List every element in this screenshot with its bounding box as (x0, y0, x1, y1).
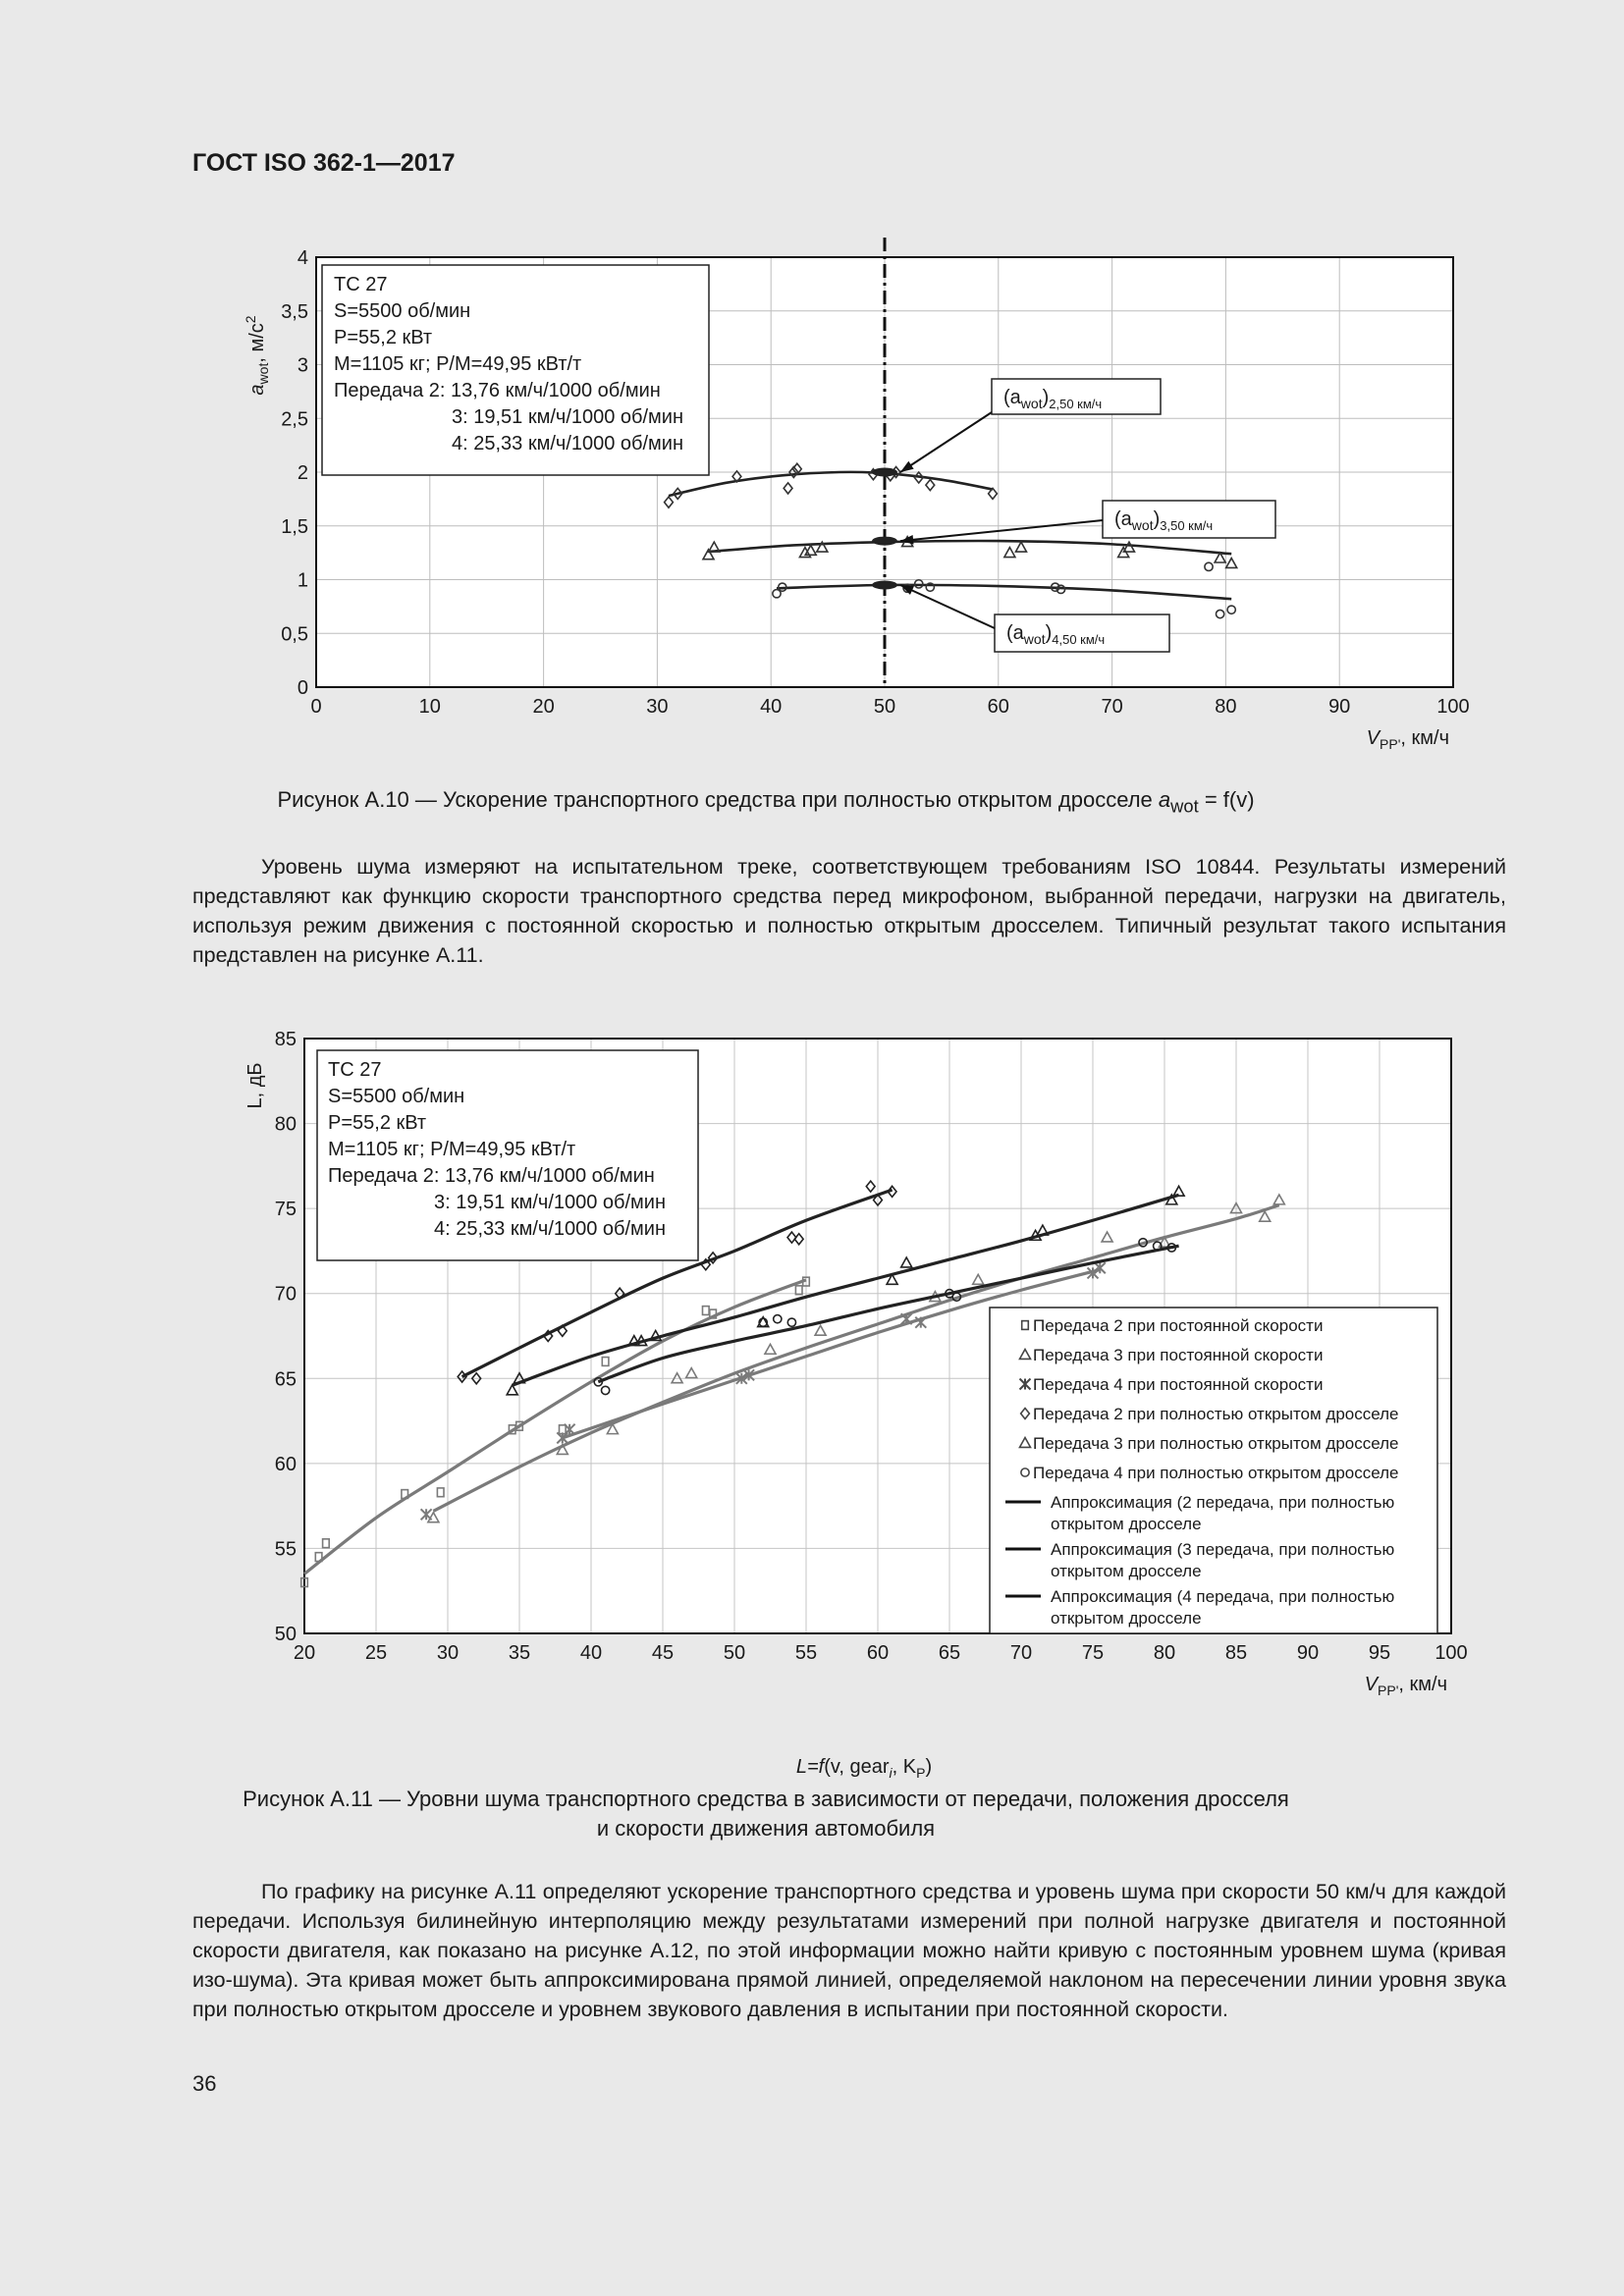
y-tick-label: 1,5 (281, 515, 308, 538)
x-tick-label: 60 (866, 1642, 890, 1664)
y-tick-label: 60 (274, 1453, 297, 1475)
y-tick-label: 65 (274, 1368, 297, 1391)
figure-a10-caption-text: Рисунок А.10 — Ускорение транспортного средства при полностью открытом дросселе (277, 787, 1153, 812)
info-box-line: Передача 2: 13,76 км/ч/1000 об/мин (334, 380, 661, 401)
legend-entry (1021, 1464, 1399, 1482)
x-tick-label: 50 (723, 1642, 746, 1664)
x-tick-label: 80 (1215, 696, 1237, 718)
x-tick-label: 50 (873, 696, 896, 718)
callout-sub2: 3,50 км/ч (1160, 518, 1214, 533)
x-tick-label: 40 (579, 1642, 603, 1664)
formula-sub: i (889, 1765, 893, 1781)
x-axis-label-var: V (1366, 727, 1380, 749)
info-box-line: M=1105 кг; P/M=49,95 кВт/т (334, 353, 582, 375)
callout-sub2: 2,50 км/ч (1049, 397, 1103, 411)
info-box-line: P=55,2 кВт (328, 1112, 427, 1134)
x-tick-label: 20 (532, 696, 555, 718)
x-tick-label: 100 (1436, 696, 1470, 718)
legend-label: Передача 2 при полностью открытом дросселе (1033, 1405, 1399, 1423)
info-box-line: ТС 27 (328, 1059, 382, 1081)
callout-var: (a (1003, 387, 1021, 408)
y-tick-label: 55 (274, 1538, 297, 1561)
y-tick-label: 2 (297, 462, 308, 484)
formula-part: (v, gear (824, 1756, 890, 1778)
info-box-line: 4: 25,33 км/ч/1000 об/мин (434, 1218, 667, 1240)
figure-a10-formula-sub: wot (1170, 795, 1199, 817)
legend-entry (1021, 1405, 1399, 1423)
paragraph-2 (192, 1877, 1506, 2024)
x-tick-label: 30 (646, 696, 669, 718)
info-box-line: 4: 25,33 км/ч/1000 об/мин (452, 433, 684, 454)
callout-var: (a (1114, 508, 1132, 530)
formula-part: f (818, 1756, 825, 1778)
formula-part: , K (892, 1756, 917, 1778)
legend (990, 1308, 1437, 1633)
x-tick-label: 25 (364, 1642, 388, 1664)
x-tick-label: 80 (1153, 1642, 1176, 1664)
legend-entry (1020, 1375, 1324, 1394)
y-tick-label: 0 (297, 677, 308, 699)
x-tick-label: 55 (794, 1642, 818, 1664)
legend-label: Передача 4 при полностью открытом дросселе (1033, 1464, 1399, 1482)
legend-entry (1020, 1346, 1324, 1364)
x-tick-label: 90 (1296, 1642, 1320, 1664)
figure-a11-caption-line2: и скорости движения автомобиля (596, 1816, 936, 1841)
info-box-line: S=5500 об/мин (328, 1086, 465, 1107)
callout-sub: wot (1020, 396, 1043, 411)
x-axis-label (1367, 727, 1449, 752)
legend-label-cont: открытом дросселе (1051, 1515, 1202, 1533)
legend-label: Передача 4 при постоянной скорости (1033, 1375, 1324, 1394)
y-tick-label: 70 (274, 1283, 297, 1306)
callout-paren: ) (1045, 622, 1053, 644)
intersection-marker (872, 468, 897, 477)
x-tick-label: 75 (1081, 1642, 1105, 1664)
legend-label: Передача 3 при постоянной скорости (1033, 1346, 1324, 1364)
formula-part: ) (925, 1756, 933, 1778)
x-tick-label: 70 (1101, 696, 1123, 718)
y-axis-label: L, дБ (244, 1062, 266, 1109)
x-axis-label-unit: , км/ч (1400, 727, 1449, 749)
x-tick-label: 100 (1435, 1642, 1468, 1664)
legend-label: Аппроксимация (4 передача, при полностью (1051, 1587, 1395, 1606)
y-tick-label: 50 (274, 1624, 297, 1645)
figure-a11-caption-line1: Рисунок А.11 — Уровни шума транспортного средства в зависимости от передачи, положения дросселя (243, 1787, 1289, 1811)
y-tick-label: 75 (274, 1199, 297, 1221)
legend-label: Аппроксимация (2 передача, при полностью (1051, 1493, 1395, 1512)
legend-label-cont: открытом дросселе (1051, 1609, 1202, 1628)
legend-entry (1022, 1316, 1324, 1335)
x-axis-label-sub: PP' (1378, 1682, 1399, 1698)
y-tick-label: 3,5 (281, 300, 308, 323)
y-tick-label: 1 (297, 569, 308, 592)
y-axis-label-unit: , м/с (246, 323, 268, 363)
x-tick-label: 30 (436, 1642, 460, 1664)
paragraph-2-text: По графику на рисунке А.11 определяют ускорение транспортного средства и уровень шума при скорости 50 км/ч для каждой передачи. Используя билинейную интерполяцию между результатами измерений при полной нагрузке двигателя и постоянной скорости двигателя, как показано на рисунке А.12, по этой информации можно найти кривую с постоянным уровнем шума (кривая изо-шума). Эта кривая может быть аппроксимирована прямой линией, определяемой наклоном на пересечении линии уровня звука при полностью открытом дросселе и уровнем звукового давления в испытании при постоянной скорости. (192, 1880, 1506, 2021)
callout-var: (a (1006, 622, 1024, 644)
chart-formula (796, 1756, 932, 1781)
x-tick-label: 70 (1009, 1642, 1033, 1664)
x-tick-label: 85 (1224, 1642, 1248, 1664)
x-tick-label: 90 (1328, 696, 1351, 718)
x-axis-label-sub: PP' (1380, 736, 1401, 752)
y-tick-label: 3 (297, 354, 308, 377)
paragraph-1-text: Уровень шума измеряют на испытательном треке, соответствующем требованиям ISO 10844. Результаты измерений представляют как функцию скорости транспортного средства перед микрофоном, выбранной передачи, нагрузки на двигатель, используя режим движения с постоянной скоростью и полностью открытым дросселем. Типичный результат такого испытания представлен на рисунке А.11. (192, 855, 1506, 967)
x-tick-label: 40 (760, 696, 783, 718)
info-box-line: M=1105 кг; P/M=49,95 кВт/т (328, 1139, 576, 1160)
callout-sub2: 4,50 км/ч (1052, 632, 1106, 647)
intersection-marker (872, 537, 897, 546)
x-tick-label: 0 (310, 696, 322, 718)
x-tick-label: 10 (418, 696, 441, 718)
x-tick-label: 45 (651, 1642, 675, 1664)
x-tick-label: 35 (508, 1642, 531, 1664)
legend-label: Аппроксимация (3 передача, при полностью (1051, 1540, 1395, 1559)
callout-paren: ) (1153, 508, 1161, 530)
figure-a10-caption (157, 785, 1375, 821)
info-box (317, 1050, 698, 1260)
y-tick-label: 4 (297, 247, 308, 269)
y-tick-label: 2,5 (281, 408, 308, 431)
x-axis-label-var: V (1364, 1674, 1379, 1695)
info-box-line: 3: 19,51 км/ч/1000 об/мин (452, 406, 684, 428)
legend-label: Передача 3 при полностью открытом дросселе (1033, 1434, 1399, 1453)
formula-sub: P (916, 1765, 926, 1781)
legend-label-cont: открытом дросселе (1051, 1562, 1202, 1580)
y-tick-label: 0,5 (281, 623, 308, 646)
legend-entry (1020, 1434, 1399, 1453)
callout-paren: ) (1042, 387, 1050, 408)
y-axis-label-var: a (246, 384, 268, 396)
noise-level-chart (0, 1021, 1624, 1781)
legend-label: Передача 2 при постоянной скорости (1033, 1316, 1324, 1335)
callout-sub: wot (1023, 631, 1046, 647)
y-tick-label: 80 (274, 1113, 297, 1136)
formula-part: L= (795, 1756, 819, 1778)
figure-a11-caption (157, 1785, 1375, 1843)
x-tick-label: 60 (987, 696, 1009, 718)
x-axis-label (1365, 1674, 1447, 1698)
callout-sub: wot (1131, 517, 1154, 533)
figure-a10-formula-var: a (1158, 787, 1171, 812)
y-axis-label (243, 315, 271, 395)
page-header: ГОСТ ISO 362-1—2017 (192, 149, 456, 177)
x-tick-label: 65 (938, 1642, 961, 1664)
info-box-line: 3: 19,51 км/ч/1000 об/мин (434, 1192, 667, 1213)
x-axis-label-unit: , км/ч (1398, 1674, 1447, 1695)
x-tick-label: 95 (1368, 1642, 1391, 1664)
y-axis-label-sub: wot (255, 362, 271, 385)
figure-a10-formula-tail: = f(v) (1204, 787, 1255, 812)
intersection-marker (872, 580, 897, 589)
x-tick-label: 20 (293, 1642, 316, 1664)
info-box-line: P=55,2 кВт (334, 327, 433, 348)
info-box (322, 265, 709, 475)
y-tick-label: 85 (274, 1029, 297, 1050)
y-axis-label-sup: 2 (243, 315, 258, 324)
paragraph-1 (192, 852, 1506, 970)
info-box-line: ТС 27 (334, 274, 388, 295)
page-number: 36 (192, 2071, 217, 2096)
info-box-line: Передача 2: 13,76 км/ч/1000 об/мин (328, 1165, 655, 1187)
info-box-line: S=5500 об/мин (334, 300, 471, 322)
